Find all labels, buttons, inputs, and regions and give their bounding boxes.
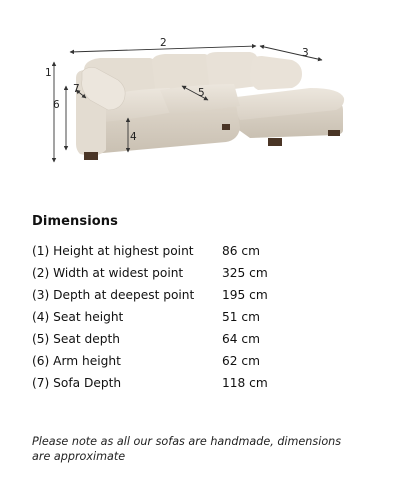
dimension-value: 62 cm	[222, 354, 260, 368]
dimension-value: 64 cm	[222, 332, 260, 346]
dimension-value: 51 cm	[222, 310, 260, 324]
dimension-value: 325 cm	[222, 266, 268, 280]
dimension-row	[32, 242, 332, 264]
dimension-value: 118 cm	[222, 376, 268, 390]
dimension-value: 195 cm	[222, 288, 268, 302]
callout-2: 2	[160, 37, 167, 49]
dimension-row	[32, 330, 332, 352]
dimension-value: 86 cm	[222, 244, 260, 258]
dimension-row	[32, 352, 332, 374]
dimension-label: (7) Sofa Depth	[32, 376, 122, 390]
callout-5: 5	[198, 87, 205, 99]
dimension-row	[32, 264, 332, 286]
callout-1: 1	[45, 67, 52, 79]
sofa-diagram	[0, 0, 400, 200]
dimension-label: (3) Depth at deepest point	[32, 288, 195, 302]
dimension-row	[32, 308, 332, 330]
callout-3: 3	[302, 47, 309, 59]
dimension-label: (6) Arm height	[32, 354, 121, 368]
dimension-label: (1) Height at highest point	[32, 244, 194, 258]
dimension-label: (4) Seat height	[32, 310, 124, 324]
sofa-illustration	[76, 52, 344, 160]
dimensions-list	[32, 242, 332, 396]
dimension-label: (2) Width at widest point	[32, 266, 184, 280]
dimensions-heading: Dimensions	[32, 214, 118, 229]
callout-6: 6	[53, 99, 60, 111]
dimension-row	[32, 286, 332, 308]
callout-7: 7	[73, 83, 80, 95]
handmade-note: Please note as all our sofas are handmade, dimensions are approximate	[32, 435, 342, 463]
dimension-label: (5) Seat depth	[32, 332, 120, 346]
dimension-row	[32, 374, 332, 396]
callout-4: 4	[130, 131, 137, 143]
